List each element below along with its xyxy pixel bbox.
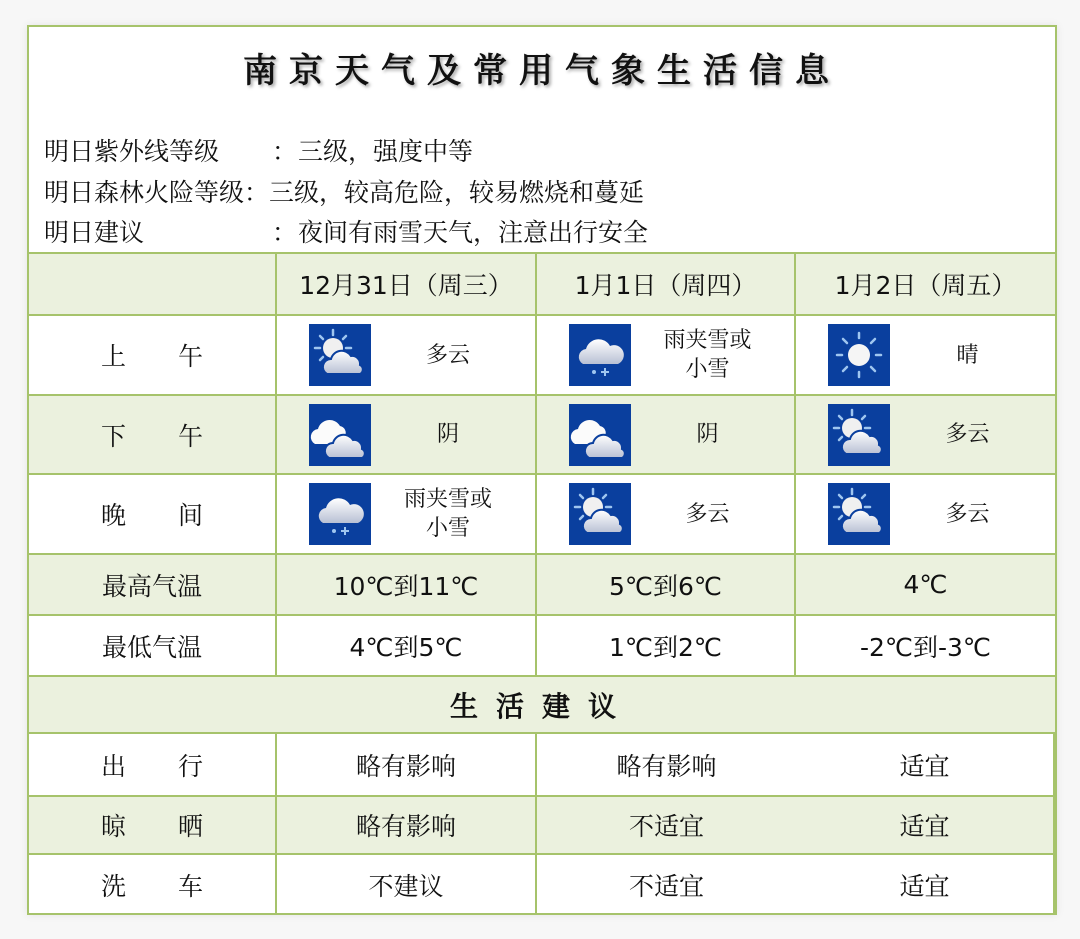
temp-value: -2℃到-3℃: [796, 616, 1055, 677]
weather-description: 多云: [945, 422, 990, 447]
weather-cell: [277, 316, 537, 396]
partly-cloudy-icon: [828, 404, 890, 466]
info-value: 三级，强度中等: [298, 137, 474, 166]
period-label: 下 午: [29, 396, 277, 475]
advice-line: [44, 213, 648, 249]
info-colon: ：: [272, 218, 298, 247]
weather-description: 雨夹雪或 小雪: [663, 328, 752, 382]
date-header: 1月2日（周五）: [796, 254, 1055, 316]
temp-value: 5℃到6℃: [537, 555, 796, 616]
weather-description: 雨夹雪或 小雪: [403, 487, 492, 541]
forecast-table: [29, 252, 1055, 915]
weather-description: 多云: [685, 501, 730, 527]
life-value: 略有影响: [277, 734, 537, 797]
life-label: 洗 车: [29, 855, 277, 915]
weather-cell: [537, 316, 796, 396]
life-value: 不适宜: [537, 797, 796, 855]
temp-label: 最高气温: [29, 555, 277, 616]
period-label: 上 午: [29, 316, 277, 396]
life-value: 适宜: [796, 797, 1055, 855]
temp-value: 1℃到2℃: [537, 616, 796, 677]
date-header: 1月1日（周四）: [537, 254, 796, 316]
info-label: 明日紫外线等级: [44, 137, 220, 166]
weather-cell: [796, 396, 1055, 475]
page-title: 南京天气及常用气象生活信息: [243, 51, 841, 91]
sunny-icon: [828, 324, 890, 386]
sleet-icon: [309, 483, 371, 545]
fire-risk-line: [44, 173, 644, 209]
info-label: 明日建议: [44, 218, 145, 247]
weather-description: 阴: [696, 422, 719, 447]
life-value: 不建议: [277, 855, 537, 915]
life-label: 晾 晒: [29, 797, 277, 855]
life-value: 适宜: [796, 734, 1055, 797]
period-label: 晚 间: [29, 475, 277, 555]
temp-value: 4℃到5℃: [277, 616, 537, 677]
info-value: 夜间有雨雪天气，注意出行安全: [298, 218, 649, 247]
partly-cloudy-icon: [309, 324, 371, 386]
weather-description: 多云: [945, 501, 990, 527]
date-header: 12月31日（周三）: [277, 254, 537, 316]
life-value: 适宜: [796, 855, 1055, 915]
info-colon: ：: [272, 137, 298, 166]
life-label: 出 行: [29, 734, 277, 797]
life-value: 不适宜: [628, 872, 704, 901]
cloudy-icon: [569, 404, 631, 466]
info-colon: ：: [244, 178, 270, 207]
weather-info-card: [27, 25, 1057, 915]
weather-description: 多云: [425, 342, 470, 368]
info-label: 明日森林火险等级: [44, 178, 245, 207]
weather-cell: [796, 475, 1055, 555]
temp-value: 10℃到11℃: [277, 555, 537, 616]
life-value: 略有影响: [277, 797, 537, 855]
partly-cloudy-icon: [828, 483, 890, 545]
weather-cell: [537, 475, 796, 555]
life-value: 略有影响: [537, 734, 796, 797]
weather-description: 晴: [956, 342, 979, 368]
info-value: 三级，较高危险，较易燃烧和蔓延: [269, 178, 645, 207]
header-empty-cell: [29, 254, 277, 316]
life-section-title: 生活建议: [29, 677, 1055, 734]
weather-cell: [796, 316, 1055, 396]
weather-cell: [537, 396, 796, 475]
temp-value: 4℃: [796, 555, 1055, 616]
weather-description: 阴: [436, 422, 459, 447]
weather-cell: [277, 475, 537, 555]
partly-cloudy-icon: [569, 483, 631, 545]
sleet-icon: [569, 324, 631, 386]
weather-cell: [277, 396, 537, 475]
temp-label: 最低气温: [29, 616, 277, 677]
cloudy-icon: [309, 404, 371, 466]
uv-level-line: [44, 132, 473, 168]
